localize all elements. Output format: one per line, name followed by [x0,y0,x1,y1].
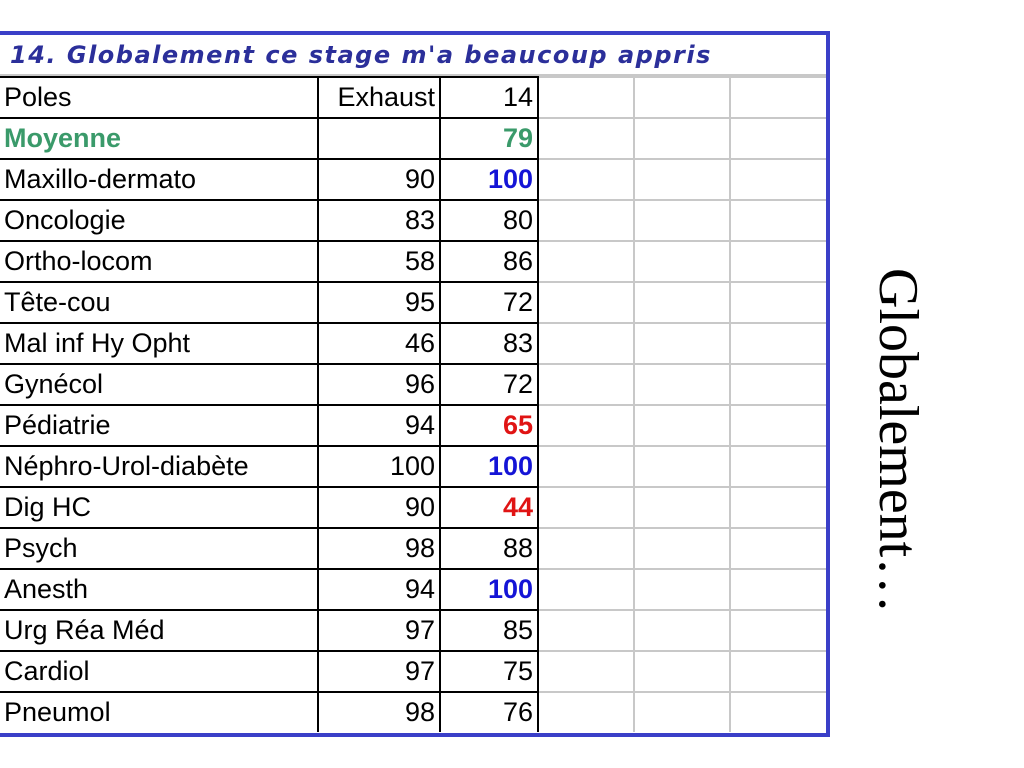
pole-name[interactable]: Oncologie [0,200,318,241]
header-row [0,77,826,118]
spreadsheet [0,31,830,737]
empty-cell[interactable] [730,282,826,323]
empty-cell[interactable] [730,569,826,610]
empty-cell[interactable] [538,692,634,732]
exhaust-value[interactable]: 98 [318,528,440,569]
pole-name[interactable]: Tête-cou [0,282,318,323]
average-label[interactable]: Moyenne [0,118,318,159]
score-value[interactable]: 44 [440,487,538,528]
pole-name[interactable]: Ortho-locom [0,241,318,282]
exhaust-value[interactable]: 97 [318,651,440,692]
empty-cell[interactable] [730,528,826,569]
empty-cell[interactable] [538,405,634,446]
score-value[interactable]: 76 [440,692,538,732]
empty-cell[interactable] [634,528,730,569]
empty-cell[interactable] [538,610,634,651]
exhaust-value[interactable]: 96 [318,364,440,405]
table-row [0,569,826,610]
pole-name[interactable]: Psych [0,528,318,569]
table-row [0,692,826,732]
header-question-number[interactable]: 14 [440,77,538,118]
empty-cell[interactable] [634,446,730,487]
empty-cell[interactable] [538,569,634,610]
empty-cell[interactable] [538,364,634,405]
empty-cell[interactable] [730,487,826,528]
empty-cell[interactable] [538,159,634,200]
empty-cell[interactable] [634,200,730,241]
empty-cell[interactable] [634,282,730,323]
exhaust-value[interactable]: 58 [318,241,440,282]
pole-name[interactable]: Cardiol [0,651,318,692]
empty-cell[interactable] [730,610,826,651]
empty-cell[interactable] [634,405,730,446]
exhaust-value[interactable]: 94 [318,569,440,610]
empty-cell[interactable] [730,692,826,732]
header-poles[interactable]: Poles [0,77,318,118]
table-row [0,651,826,692]
score-value[interactable]: 100 [440,569,538,610]
exhaust-value[interactable]: 98 [318,692,440,732]
table-row [0,405,826,446]
score-value[interactable]: 75 [440,651,538,692]
table-row [0,200,826,241]
pole-name[interactable]: Mal inf Hy Opht [0,323,318,364]
pole-name[interactable]: Pédiatrie [0,405,318,446]
table-row [0,159,826,200]
score-value[interactable]: 72 [440,282,538,323]
average-row [0,118,826,159]
exhaust-value[interactable]: 97 [318,610,440,651]
exhaust-value[interactable]: 100 [318,446,440,487]
average-exhaust[interactable] [318,118,440,159]
exhaust-value[interactable]: 90 [318,487,440,528]
score-value[interactable]: 88 [440,528,538,569]
empty-cell[interactable] [538,323,634,364]
sheet-title[interactable]: 14. Globalement ce stage m'a beaucoup appris [0,35,826,76]
header-exhaust[interactable]: Exhaust [318,77,440,118]
pole-name[interactable]: Dig HC [0,487,318,528]
table-row [0,528,826,569]
score-value[interactable]: 85 [440,610,538,651]
empty-cell[interactable] [538,282,634,323]
empty-cell[interactable] [634,77,730,118]
empty-cell[interactable] [730,405,826,446]
empty-cell[interactable] [634,569,730,610]
empty-cell[interactable] [538,241,634,282]
table-row [0,323,826,364]
pole-name[interactable]: Pneumol [0,692,318,732]
table-row [0,282,826,323]
score-value[interactable]: 65 [440,405,538,446]
empty-cell[interactable] [730,446,826,487]
pole-name[interactable]: Gynécol [0,364,318,405]
side-title: Globalement… [867,268,929,614]
exhaust-value[interactable]: 90 [318,159,440,200]
table-row [0,487,826,528]
empty-cell[interactable] [634,651,730,692]
table-row [0,364,826,405]
empty-cell[interactable] [730,200,826,241]
empty-cell[interactable] [538,446,634,487]
empty-cell[interactable] [634,610,730,651]
exhaust-value[interactable]: 46 [318,323,440,364]
score-value[interactable]: 80 [440,200,538,241]
pole-name[interactable]: Néphro-Urol-diabète [0,446,318,487]
exhaust-value[interactable]: 83 [318,200,440,241]
score-value[interactable]: 72 [440,364,538,405]
empty-cell[interactable] [634,692,730,732]
score-value[interactable]: 100 [440,159,538,200]
empty-cell[interactable] [634,487,730,528]
empty-cell[interactable] [634,159,730,200]
empty-cell[interactable] [538,200,634,241]
empty-cell[interactable] [538,118,634,159]
pole-name[interactable]: Anesth [0,569,318,610]
score-value[interactable]: 83 [440,323,538,364]
average-value[interactable]: 79 [440,118,538,159]
empty-cell[interactable] [730,159,826,200]
empty-cell[interactable] [538,651,634,692]
empty-cell[interactable] [634,118,730,159]
empty-cell[interactable] [634,364,730,405]
exhaust-value[interactable]: 94 [318,405,440,446]
exhaust-value[interactable]: 95 [318,282,440,323]
data-table [0,76,826,732]
empty-cell[interactable] [730,118,826,159]
empty-cell[interactable] [730,241,826,282]
empty-cell[interactable] [634,323,730,364]
empty-cell[interactable] [538,528,634,569]
score-value[interactable]: 86 [440,241,538,282]
table-row [0,241,826,282]
empty-cell[interactable] [538,487,634,528]
empty-cell[interactable] [538,77,634,118]
table-row [0,446,826,487]
empty-cell[interactable] [730,364,826,405]
empty-cell[interactable] [730,77,826,118]
empty-cell[interactable] [634,241,730,282]
empty-cell[interactable] [730,323,826,364]
pole-name[interactable]: Urg Réa Méd [0,610,318,651]
score-value[interactable]: 100 [440,446,538,487]
pole-name[interactable]: Maxillo-dermato [0,159,318,200]
table-row [0,610,826,651]
empty-cell[interactable] [730,651,826,692]
